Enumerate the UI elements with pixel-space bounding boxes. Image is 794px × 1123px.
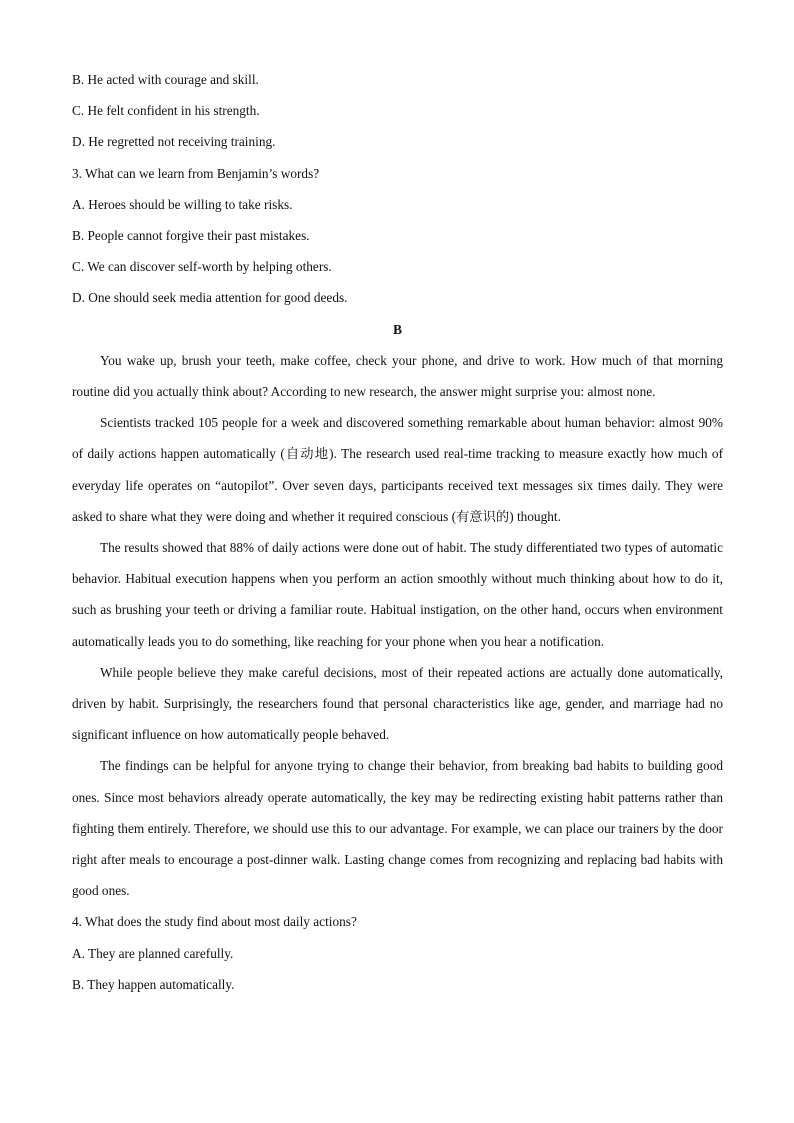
q3-option-a: A. Heroes should be willing to take risks. xyxy=(72,196,293,212)
exam-page xyxy=(72,64,723,1000)
passage-paragraph-3: The results showed that 88% of daily actions were done out of habit. The study differentiated two types of automatic behavior. Habitual execution happens when you perform an action smoothly without much thinking about how to do it, such as brushing your teeth or driving a familiar route. Habitual instigation, on the other hand, occurs when environment automatically leads you to do something, like reaching for your phone when you hear a notification. xyxy=(72,540,723,649)
passage-paragraph-5: The findings can be helpful for anyone trying to change their behavior, from breaking bad habits to building good ones. Since most behaviors already operate automatically, the key may be redirecting existing habit patterns rather than fighting them entirely. Therefore, we should use this to our advantage. For example, we can place our trainers by the door right after meals to encourage a post-dinner walk. Lasting change comes from recognizing and replacing bad habits with good ones. xyxy=(72,758,723,899)
q3-option-b: B. People cannot forgive their past mistakes. xyxy=(72,228,310,244)
q3-option-d: D. One should seek media attention for good deeds. xyxy=(72,290,348,306)
q3-stem: 3. What can we learn from Benjamin’s words? xyxy=(72,165,320,181)
section-b-title: B xyxy=(393,321,402,337)
passage-paragraph-2: Scientists tracked 105 people for a week and discovered something remarkable about human behavior: almost 90% of daily actions happen automatically (自动地). The research used real-time tracking to measure exactly how much of everyday life operates on “autopilot”. Over seven days, participants received text messages six times daily. They were asked to share what they were doing and whether it required conscious (有意识的) thought. xyxy=(72,415,723,524)
q3-option-c: C. We can discover self-worth by helping others. xyxy=(72,259,332,275)
q2-option-d: D. He regretted not receiving training. xyxy=(72,134,276,150)
q2-option-b: B. He acted with courage and skill. xyxy=(72,72,259,87)
q4-option-b: B. They happen automatically. xyxy=(72,976,235,992)
q4-option-a: A. They are planned carefully. xyxy=(72,945,234,961)
passage-paragraph-1: You wake up, brush your teeth, make coffee, check your phone, and drive to work. How much of that morning routine did you actually think about? According to new research, the answer might surprise you: almost none. xyxy=(72,352,723,400)
q2-option-c: C. He felt confident in his strength. xyxy=(72,103,260,119)
passage-paragraph-4: While people believe they make careful decisions, most of their repeated actions are actually done automatically, driven by habit. Surprisingly, the researchers found that personal characteristics like age, gender, and marriage had no significant influence on how automatically people behaved. xyxy=(72,664,723,743)
q4-stem: 4. What does the study find about most daily actions? xyxy=(72,914,357,930)
